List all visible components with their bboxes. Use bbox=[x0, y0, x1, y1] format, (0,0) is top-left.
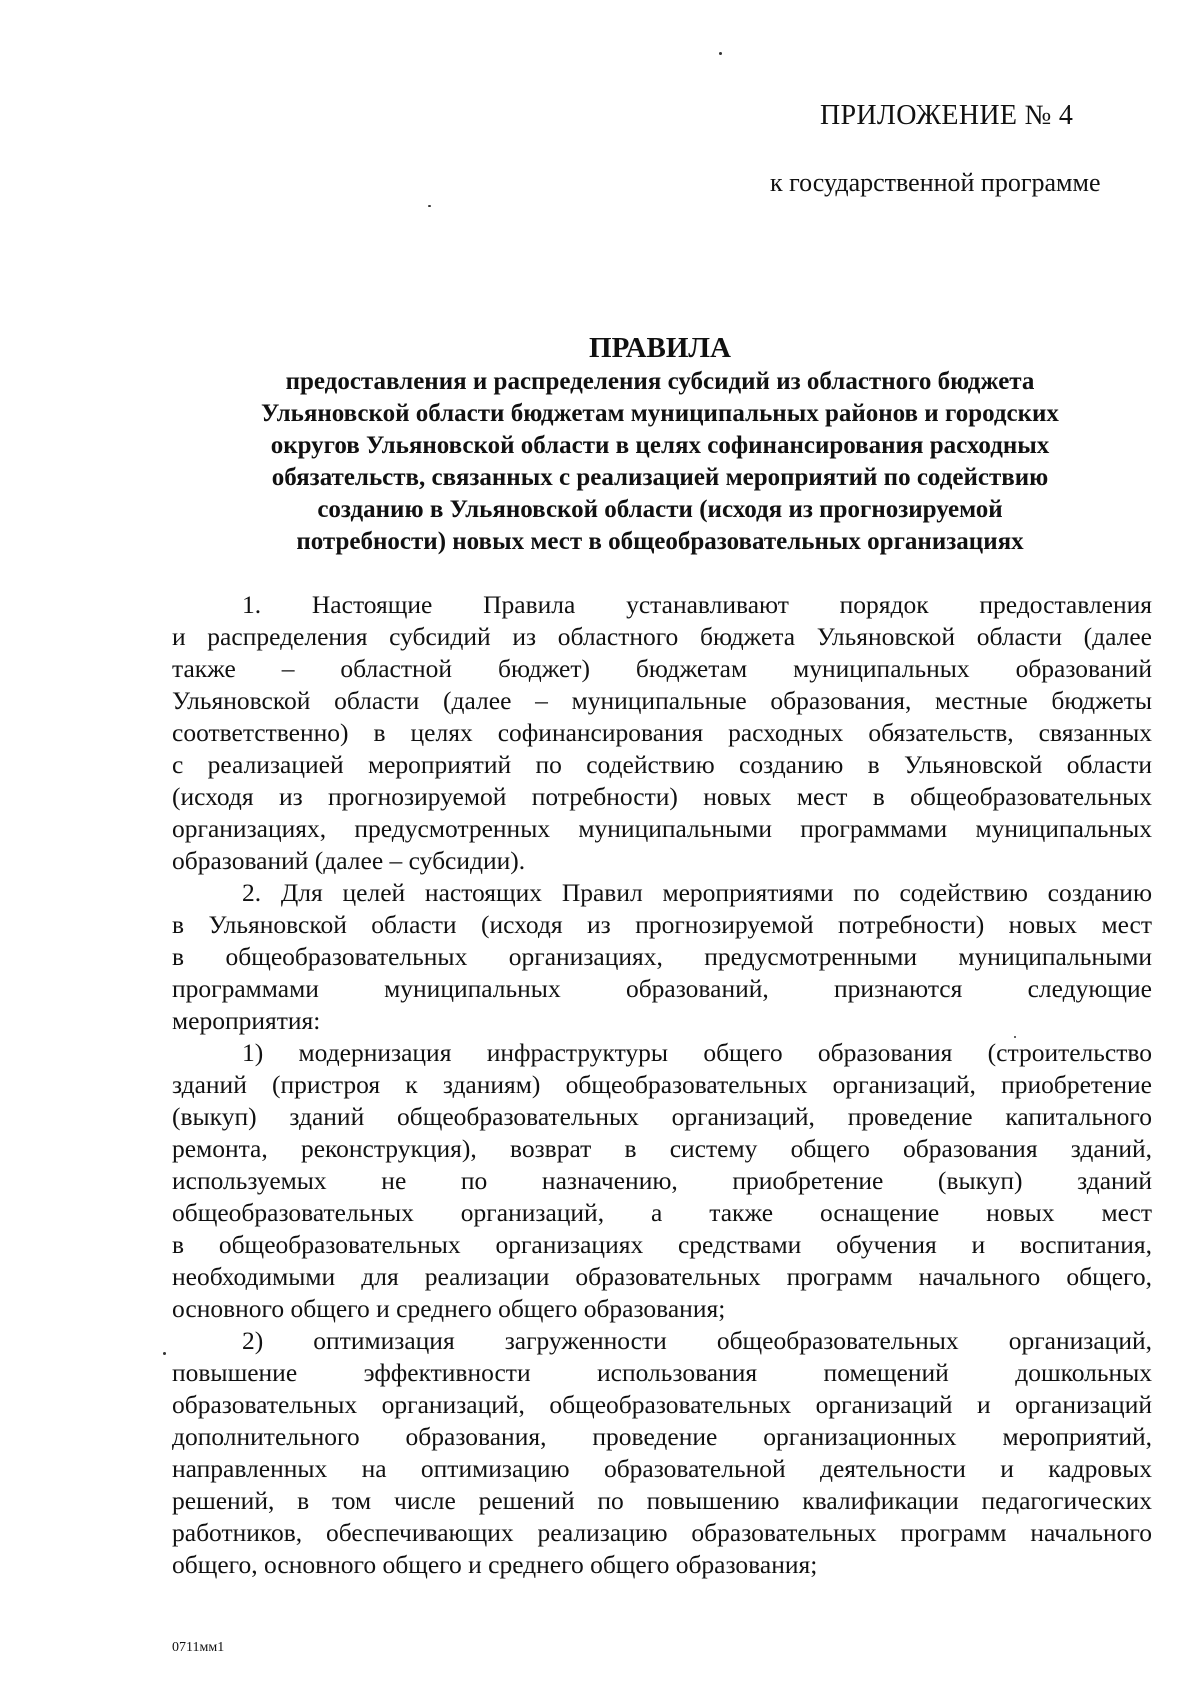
subtitle-line: округов Ульяновской области в целях софинансирования расходных bbox=[270, 432, 1050, 459]
text-line: и распределения субсидий из областного бюджета Ульяновской области (далее bbox=[172, 622, 1152, 651]
text-line: направленных на оптимизацию образовательной деятельности и кадровых bbox=[172, 1454, 1152, 1483]
text-line: ремонта, реконструкция), возврат в систему общего образования зданий, bbox=[172, 1134, 1152, 1163]
paragraph-1 bbox=[172, 589, 1152, 877]
text-line: образовательных организаций, общеобразовательных организаций и организаций bbox=[172, 1390, 1152, 1419]
text-line: основного общего и среднего общего образования; bbox=[172, 1294, 726, 1323]
text-line: необходимыми для реализации образовательных программ начального общего, bbox=[172, 1262, 1152, 1291]
text-line: общеобразовательных организаций, а также оснащение новых мест bbox=[172, 1198, 1152, 1227]
subtitle-line: обязательств, связанных с реализацией мероприятий по содействию bbox=[271, 464, 1049, 491]
scan-speck bbox=[428, 205, 431, 207]
text-line: 1) модернизация инфраструктуры общего образования (строительство bbox=[242, 1038, 1152, 1067]
text-line: зданий (пристроя к зданиям) общеобразовательных организаций, приобретение bbox=[172, 1070, 1152, 1099]
text-line: используемых не по назначению, приобретение (выкуп) зданий bbox=[172, 1166, 1152, 1195]
document-subtitle bbox=[160, 366, 1160, 558]
text-line: соответственно) в целях софинансирования расходных обязательств, связанных bbox=[172, 718, 1152, 747]
document-title: ПРАВИЛА bbox=[589, 332, 731, 364]
text-line: решений, в том числе решений по повышению квалификации педагогических bbox=[172, 1486, 1152, 1515]
document-code: 0711мм1 bbox=[172, 1640, 225, 1655]
text-line: дополнительного образования, проведение организационных мероприятий, bbox=[172, 1422, 1152, 1451]
text-line: также – областной бюджет) бюджетам муниципальных образований bbox=[172, 654, 1152, 683]
paragraph-item-1 bbox=[172, 1037, 1152, 1325]
text-line: 2) оптимизация загруженности общеобразовательных организаций, bbox=[242, 1326, 1152, 1355]
document-body bbox=[172, 589, 1152, 1581]
paragraph-2 bbox=[172, 877, 1152, 1037]
text-line: в общеобразовательных организациях средствами обучения и воспитания, bbox=[172, 1230, 1152, 1259]
text-line: работников, обеспечивающих реализацию образовательных программ начального bbox=[172, 1518, 1152, 1547]
text-line: в Ульяновской области (исходя из прогнозируемой потребности) новых мест bbox=[172, 910, 1152, 939]
text-line: (выкуп) зданий общеобразовательных организаций, проведение капитального bbox=[172, 1102, 1152, 1131]
rules-title-block bbox=[160, 330, 1160, 558]
subtitle-line: созданию в Ульяновской области (исходя из прогнозируемой bbox=[317, 496, 1003, 523]
subtitle-line: предоставления и распределения субсидий из областного бюджета bbox=[285, 368, 1035, 395]
text-line: мероприятия: bbox=[172, 1006, 321, 1035]
text-line: 2. Для целей настоящих Правил мероприятиями по содействию созданию bbox=[242, 878, 1152, 907]
text-line: в общеобразовательных организациях, предусмотренными муниципальными bbox=[172, 942, 1152, 971]
text-line: с реализацией мероприятий по содействию созданию в Ульяновской области bbox=[172, 750, 1152, 779]
text-line: программами муниципальных образований, признаются следующие bbox=[172, 974, 1152, 1003]
scan-speck bbox=[163, 1352, 166, 1355]
text-line: (исходя из прогнозируемой потребности) новых мест в общеобразовательных bbox=[172, 782, 1152, 811]
text-line: 1. Настоящие Правила устанавливают порядок предоставления bbox=[242, 590, 1152, 619]
scan-speck bbox=[719, 52, 722, 55]
program-reference: к государственной программе bbox=[770, 168, 1101, 197]
paragraph-item-2 bbox=[172, 1325, 1152, 1581]
text-line: образований (далее – субсидии). bbox=[172, 846, 526, 875]
text-line: организациях, предусмотренных муниципальными программами муниципальных bbox=[172, 814, 1152, 843]
text-line: повышение эффективности использования помещений дошкольных bbox=[172, 1358, 1152, 1387]
text-line: общего, основного общего и среднего общего образования; bbox=[172, 1550, 818, 1579]
appendix-heading: ПРИЛОЖЕНИЕ № 4 bbox=[820, 100, 1074, 131]
subtitle-line: Ульяновской области бюджетам муниципальных районов и городских bbox=[261, 400, 1059, 427]
text-line: Ульяновской области (далее – муниципальные образования, местные бюджеты bbox=[172, 686, 1152, 715]
subtitle-line: потребности) новых мест в общеобразовательных организациях bbox=[296, 528, 1024, 555]
